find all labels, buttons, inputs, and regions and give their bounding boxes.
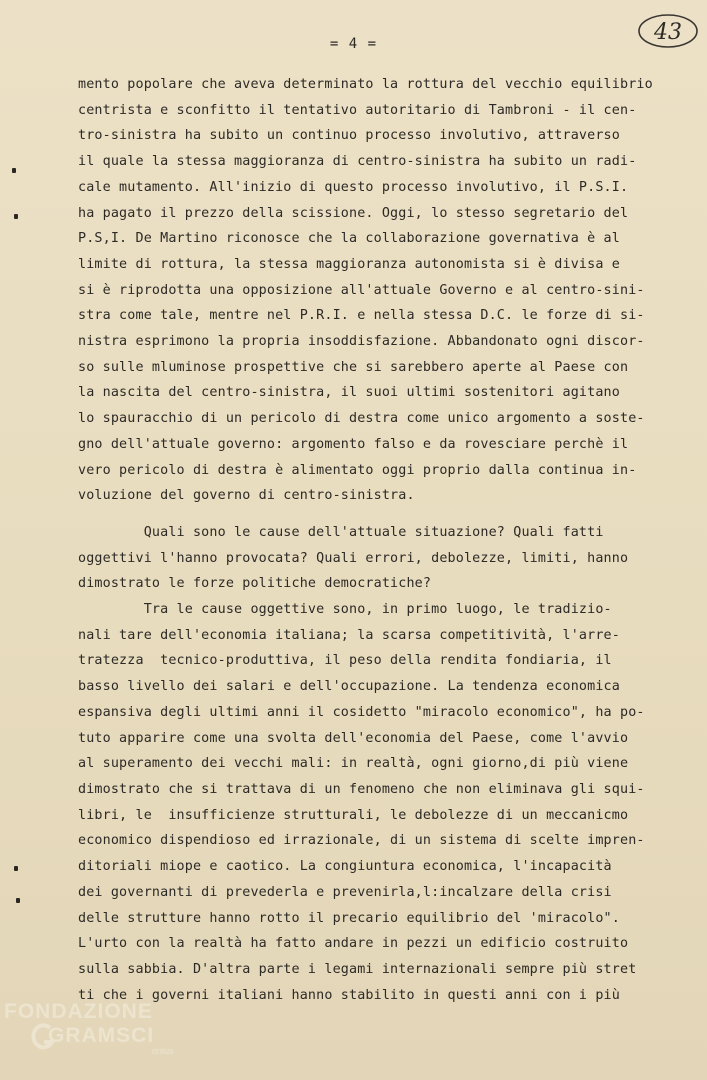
text-line: tuto apparire come una svolta dell'economia del Paese, come l'avvio: [78, 730, 629, 746]
watermark-line-2: GRAMSCI: [48, 1024, 155, 1047]
text-line: al superamento dei vecchi mali: in realtà, ogni giorno,di più viene: [78, 756, 629, 772]
text-line: vero pericolo di destra è alimentato oggi proprio dalla continua in-: [78, 462, 637, 478]
text-line: gno dell'attuale governo: argomento falso e da rovesciare perchè il: [78, 436, 629, 452]
folio-text: 43: [654, 20, 682, 45]
text-line: dimostrato che si trattava di un fenomeno che non eliminava gli squi-: [78, 781, 645, 797]
text-line: P.S,I. De Martino riconosce che la collaborazione governativa è al: [78, 231, 620, 247]
text-line: mento popolare che aveva determinato la rottura del vecchio equilibrio: [78, 77, 653, 92]
text-line: libri, le insufficienze strutturali, le debolezze di un meccanicmo: [78, 807, 629, 823]
margin-dot: [14, 866, 18, 871]
folio-number: [636, 12, 702, 50]
typewritten-body: [78, 72, 678, 1008]
text-line: ti che i governi italiani hanno stabilito in questi anni con i più: [78, 987, 620, 1003]
text-line: Tra le cause oggettive sono, in primo luogo, le tradizio-: [78, 602, 612, 618]
margin-dot: [14, 214, 18, 219]
text-line: stra come tale, mentre nel P.R.I. e nella stessa D.C. le forze di si-: [78, 308, 645, 324]
text-line: basso livello dei salari e dell'occupazione. La tendenza economica: [78, 679, 620, 695]
text-line: la nascita del centro-sinistra, il suoi ultimi sostenitori agitano: [78, 385, 620, 401]
text-line: dei governanti di prevederla e prevenirla,l:incalzare della crisi: [78, 884, 612, 900]
text-line: cale mutamento. All'inizio di questo processo involutivo, il P.S.I.: [78, 179, 629, 195]
fondazione-gramsci-watermark: [4, 1000, 224, 1075]
text-line: economico dispendioso ed irrazionale, di un sistema di scelte impren-: [78, 833, 645, 849]
text-line: centrista e sconfitto il tentativo autoritario di Tambroni - il cen-: [78, 102, 637, 118]
text-line: L'urto con la realtà ha fatto andare in pezzi un edificio costruito: [78, 936, 629, 952]
text-line: nistra esprimono la propria insoddisfazione. Abbandonato ogni discor-: [78, 334, 645, 350]
paragraph-2: [78, 520, 678, 1008]
text-line: tratezza tecnico-produttiva, il peso della rendita fondiaria, il: [78, 653, 612, 669]
paragraph-1: [78, 72, 678, 509]
text-line: sulla sabbia. D'altra parte i legami internazionali sempre più stret: [78, 961, 637, 977]
text-line: il quale la stessa maggioranza di centro-sinistra ha subito un radi-: [78, 154, 637, 170]
margin-dot: [12, 168, 16, 173]
text-line: nali tare dell'economia italiana; la scarsa competitività, l'arre-: [78, 627, 620, 643]
text-line: delle strutture hanno rotto il precario equilibrio del 'miracolo".: [78, 910, 620, 926]
watermark-line-3: onlus: [152, 1046, 174, 1056]
text-line: voluzione del governo di centro-sinistra.: [78, 488, 415, 504]
text-line: ha pagato il prezzo della scissione. Oggi, lo stesso segretario del: [78, 205, 629, 221]
text-line: oggettivi l'hanno provocata? Quali errori, debolezze, limiti, hanno: [78, 550, 629, 566]
text-line: so sulle mluminose prospettive che si sarebbero aperte al Paese con: [78, 359, 629, 375]
paragraph-gap: [78, 509, 678, 520]
text-line: lo spauracchio di un pericolo di destra come unico argomento a soste-: [78, 411, 645, 427]
margin-dot: [16, 898, 20, 903]
text-line: ditoriali miope e caotico. La congiuntura economica, l'incapacità: [78, 859, 612, 875]
page-number: = 4 =: [329, 36, 378, 52]
text-line: si è riprodotta una opposizione all'attuale Governo e al centro-sini-: [78, 282, 645, 298]
text-line: espansiva degli ultimi anni il cosidetto "miracolo economico", ha po-: [78, 704, 645, 720]
watermark-line-1: FONDAZIONE: [4, 1000, 153, 1023]
text-line: dimostrato le forze politiche democratiche?: [78, 576, 432, 592]
text-line: limite di rottura, la stessa maggioranza autonomista si è divisa e: [78, 256, 620, 272]
text-line: Quali sono le cause dell'attuale situazione? Quali fatti: [78, 524, 604, 540]
text-line: tro-sinistra ha subito un continuo processo involutivo, attraverso: [78, 128, 620, 144]
